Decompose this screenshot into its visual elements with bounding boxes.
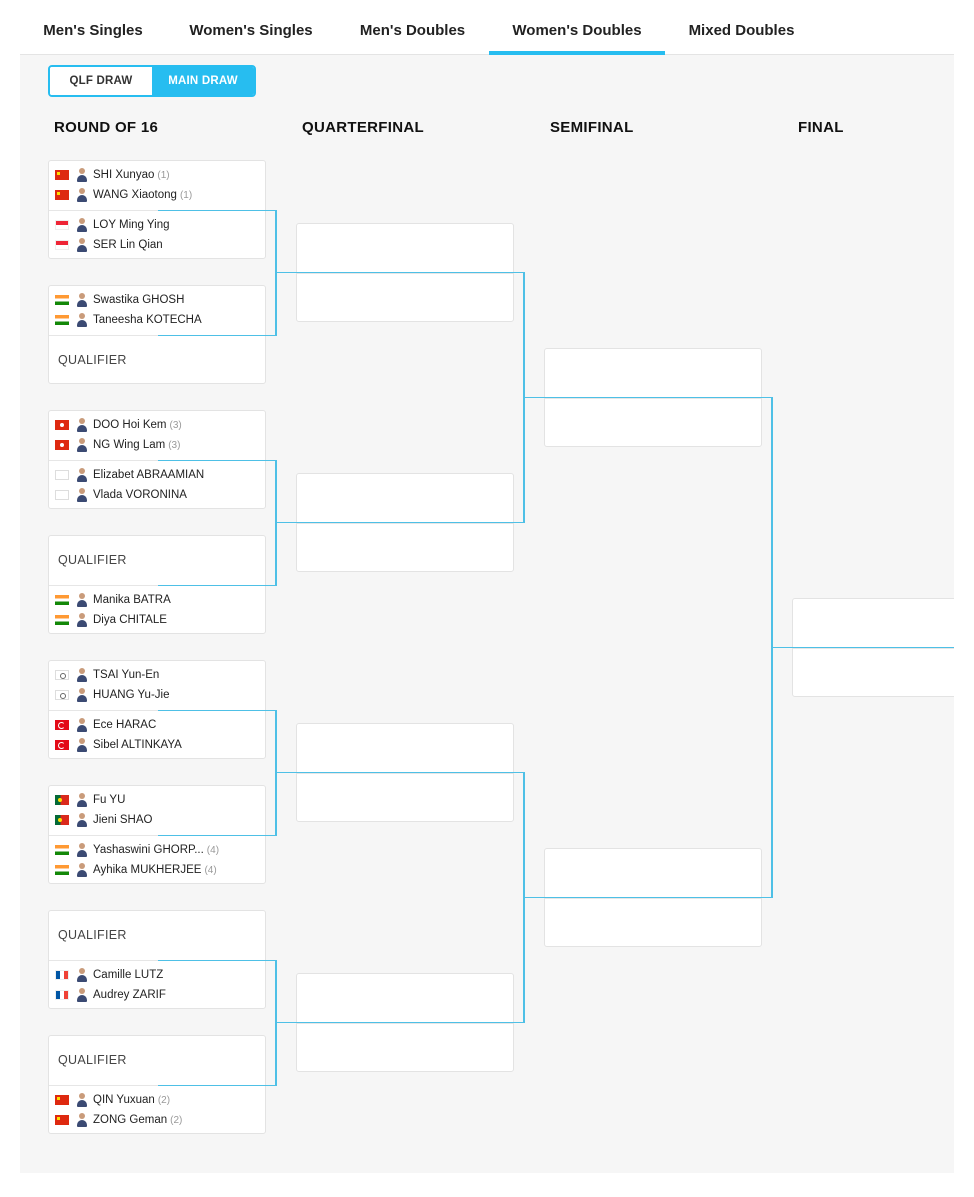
player-name: Diya CHITALE xyxy=(93,614,167,626)
player-avatar-icon xyxy=(77,793,87,807)
player-avatar-icon xyxy=(77,668,87,682)
flag-icon xyxy=(55,740,69,750)
match-slot-top[interactable] xyxy=(545,849,761,898)
match-slot-bottom[interactable] xyxy=(793,649,954,698)
bracket-connector xyxy=(158,335,275,336)
player-name: ZONG Geman xyxy=(93,1114,168,1126)
player-entry[interactable] xyxy=(55,166,170,184)
player-avatar-icon xyxy=(77,843,87,857)
qlf-draw-button[interactable]: QLF DRAW xyxy=(50,67,152,95)
player-entry[interactable] xyxy=(55,186,192,204)
player-name: SHI Xunyao xyxy=(93,169,155,181)
match-slot-top[interactable] xyxy=(49,1036,265,1085)
match-slot-top[interactable] xyxy=(49,661,265,710)
player-entry[interactable] xyxy=(55,736,182,754)
flag-icon xyxy=(55,720,69,730)
bracket-connector xyxy=(275,772,406,773)
match-slot-bottom[interactable] xyxy=(545,899,761,948)
player-entry[interactable] xyxy=(55,416,182,434)
player-name: DOO Hoi Kem xyxy=(93,419,167,431)
flag-icon xyxy=(55,240,69,250)
player-name: SER Lin Qian xyxy=(93,239,163,251)
player-avatar-icon xyxy=(77,813,87,827)
flag-icon xyxy=(55,315,69,325)
player-entry[interactable] xyxy=(55,861,217,879)
player-entry[interactable] xyxy=(55,811,152,829)
match-slot-top[interactable] xyxy=(297,224,513,273)
draw-panel xyxy=(20,55,954,1173)
seed-label: (3) xyxy=(169,419,182,431)
player-entry[interactable] xyxy=(55,291,184,309)
tab-mens-singles[interactable]: Men's Singles xyxy=(43,22,143,39)
match-slot-top[interactable] xyxy=(49,161,265,210)
match-slot-top[interactable] xyxy=(297,974,513,1023)
match-slot-bottom[interactable] xyxy=(545,399,761,448)
flag-icon xyxy=(55,170,69,180)
player-entry[interactable] xyxy=(55,686,169,704)
match-slot-bottom[interactable] xyxy=(49,336,265,385)
player-name: Ayhika MUKHERJEE xyxy=(93,864,202,876)
flag-icon xyxy=(55,615,69,625)
draw-type-toggle xyxy=(48,65,256,97)
flag-icon xyxy=(55,865,69,875)
player-avatar-icon xyxy=(77,293,87,307)
event-tab-bar xyxy=(20,0,954,55)
player-name: Swastika GHOSH xyxy=(93,294,185,306)
player-name: TSAI Yun-En xyxy=(93,669,160,681)
player-name: LOY Ming Ying xyxy=(93,219,170,231)
player-avatar-icon xyxy=(77,613,87,627)
player-avatar-icon xyxy=(77,688,87,702)
player-entry[interactable] xyxy=(55,311,202,329)
match-slot-bottom[interactable] xyxy=(297,524,513,573)
bracket-connector xyxy=(523,897,654,898)
player-avatar-icon xyxy=(77,718,87,732)
flag-icon xyxy=(55,295,69,305)
match-slot-bottom[interactable] xyxy=(49,586,265,635)
player-name: Audrey ZARIF xyxy=(93,989,166,1001)
player-avatar-icon xyxy=(77,313,87,327)
player-entry[interactable] xyxy=(55,436,180,454)
bracket-connector xyxy=(158,1085,275,1086)
qualifier-label: QUALIFIER xyxy=(58,928,127,942)
match-slot-top[interactable] xyxy=(793,599,954,648)
player-avatar-icon xyxy=(77,488,87,502)
match-slot-bottom[interactable] xyxy=(297,274,513,323)
match-slot-top[interactable] xyxy=(49,411,265,460)
player-avatar-icon xyxy=(77,238,87,252)
tab-mixed-doubles[interactable]: Mixed Doubles xyxy=(688,22,795,39)
player-name: Camille LUTZ xyxy=(93,969,164,981)
flag-icon xyxy=(55,220,69,230)
player-name: HUANG Yu-Jie xyxy=(93,689,170,701)
player-name: Yashaswini GHORP... xyxy=(93,844,204,856)
round-title-semifinal: SEMIFINAL xyxy=(550,119,634,136)
match-slot-bottom[interactable] xyxy=(49,1086,265,1135)
player-name: Manika BATRA xyxy=(93,594,171,606)
player-entry[interactable] xyxy=(55,486,187,504)
player-avatar-icon xyxy=(77,988,87,1002)
match-slot-bottom[interactable] xyxy=(297,774,513,823)
qualifier-label: QUALIFIER xyxy=(58,353,127,367)
seed-label: (4) xyxy=(204,864,217,876)
main-draw-button[interactable]: MAIN DRAW xyxy=(152,67,254,95)
player-avatar-icon xyxy=(77,968,87,982)
bracket-connector xyxy=(654,897,771,898)
bracket-connector xyxy=(406,772,523,773)
match-slot-bottom[interactable] xyxy=(49,211,265,260)
bracket-connector xyxy=(158,210,275,211)
player-entry[interactable] xyxy=(55,1091,170,1109)
match-slot-top[interactable] xyxy=(49,786,265,835)
flag-icon xyxy=(55,595,69,605)
player-avatar-icon xyxy=(77,738,87,752)
player-entry[interactable] xyxy=(55,841,219,859)
player-entry[interactable] xyxy=(55,716,156,734)
bracket-connector xyxy=(523,397,654,398)
flag-icon xyxy=(55,1115,69,1125)
seed-label: (2) xyxy=(157,1094,171,1106)
round-title-quarterfinal: QUARTERFINAL xyxy=(302,119,424,136)
flag-icon xyxy=(55,420,69,430)
match-slot-top[interactable] xyxy=(297,724,513,773)
bracket-connector xyxy=(158,585,275,586)
bracket-connector xyxy=(275,1022,406,1023)
player-entry[interactable] xyxy=(55,236,163,254)
player-name: Ece HARAC xyxy=(93,719,157,731)
flag-icon xyxy=(55,970,69,980)
seed-label: (2) xyxy=(170,1114,183,1126)
player-entry[interactable] xyxy=(55,591,171,609)
match-slot-bottom[interactable] xyxy=(49,961,265,1010)
player-avatar-icon xyxy=(77,863,87,877)
bracket-connector xyxy=(275,272,406,273)
player-name: Jieni SHAO xyxy=(93,814,153,826)
player-name: Taneesha KOTECHA xyxy=(93,314,202,326)
player-name: Elizabet ABRAAMIAN xyxy=(93,469,205,481)
player-avatar-icon xyxy=(77,218,87,232)
player-entry[interactable] xyxy=(55,466,204,484)
player-avatar-icon xyxy=(77,1113,87,1127)
player-entry[interactable] xyxy=(55,611,167,629)
bracket-connector xyxy=(158,710,275,711)
bracket-connector xyxy=(158,460,275,461)
flag-icon xyxy=(55,815,69,825)
tab-mens-doubles[interactable]: Men's Doubles xyxy=(359,22,466,39)
match-slot-bottom[interactable] xyxy=(297,1024,513,1073)
match-slot-bottom[interactable] xyxy=(49,836,265,885)
match-slot-bottom[interactable] xyxy=(49,461,265,510)
match-slot-top[interactable] xyxy=(49,536,265,585)
bracket-connector xyxy=(275,522,406,523)
match-slot-bottom[interactable] xyxy=(49,711,265,760)
flag-icon xyxy=(55,190,69,200)
player-name: Fu YU xyxy=(93,794,126,806)
match-slot-top[interactable] xyxy=(297,474,513,523)
match-slot-top[interactable] xyxy=(49,911,265,960)
player-avatar-icon xyxy=(77,168,87,182)
bracket-connector xyxy=(902,647,954,648)
bracket-connector xyxy=(771,647,902,648)
player-entry[interactable] xyxy=(55,666,159,684)
player-entry[interactable] xyxy=(55,966,163,984)
player-entry[interactable] xyxy=(55,791,125,809)
bracket-connector xyxy=(406,522,523,523)
player-name: Sibel ALTINKAYA xyxy=(93,739,182,751)
flag-icon xyxy=(55,990,69,1000)
player-name: NG Wing Lam xyxy=(93,439,166,451)
round-title-final: FINAL xyxy=(798,119,844,136)
player-avatar-icon xyxy=(77,438,87,452)
flag-icon xyxy=(55,670,69,680)
player-entry[interactable] xyxy=(55,216,170,234)
flag-icon xyxy=(55,490,69,500)
seed-label: (1) xyxy=(179,189,193,201)
qualifier-label: QUALIFIER xyxy=(58,1053,127,1067)
bracket-connector xyxy=(406,1022,523,1023)
flag-icon xyxy=(55,795,69,805)
player-name: QIN Yuxuan xyxy=(93,1094,155,1106)
flag-icon xyxy=(55,440,69,450)
match-slot-top[interactable] xyxy=(545,349,761,398)
round-title-r16: ROUND OF 16 xyxy=(54,119,159,136)
tab-womens-singles[interactable]: Women's Singles xyxy=(189,22,313,39)
flag-icon xyxy=(55,470,69,480)
bracket-connector xyxy=(406,272,523,273)
tab-womens-doubles[interactable]: Women's Doubles xyxy=(489,0,665,55)
player-name: Vlada VORONINA xyxy=(93,489,187,501)
flag-icon xyxy=(55,845,69,855)
player-avatar-icon xyxy=(77,1093,87,1107)
player-avatar-icon xyxy=(77,593,87,607)
player-avatar-icon xyxy=(77,188,87,202)
flag-icon xyxy=(55,1095,69,1105)
player-entry[interactable] xyxy=(55,1111,182,1129)
player-entry[interactable] xyxy=(55,986,166,1004)
qualifier-label: QUALIFIER xyxy=(58,553,127,567)
player-avatar-icon xyxy=(77,468,87,482)
bracket-connector xyxy=(158,960,275,961)
seed-label: (1) xyxy=(157,169,170,181)
match-slot-top[interactable] xyxy=(49,286,265,335)
seed-label: (3) xyxy=(168,439,181,451)
seed-label: (4) xyxy=(206,844,220,856)
player-avatar-icon xyxy=(77,418,87,432)
bracket-connector xyxy=(158,835,275,836)
bracket-connector xyxy=(654,397,771,398)
player-name: WANG Xiaotong xyxy=(93,189,177,201)
flag-icon xyxy=(55,690,69,700)
